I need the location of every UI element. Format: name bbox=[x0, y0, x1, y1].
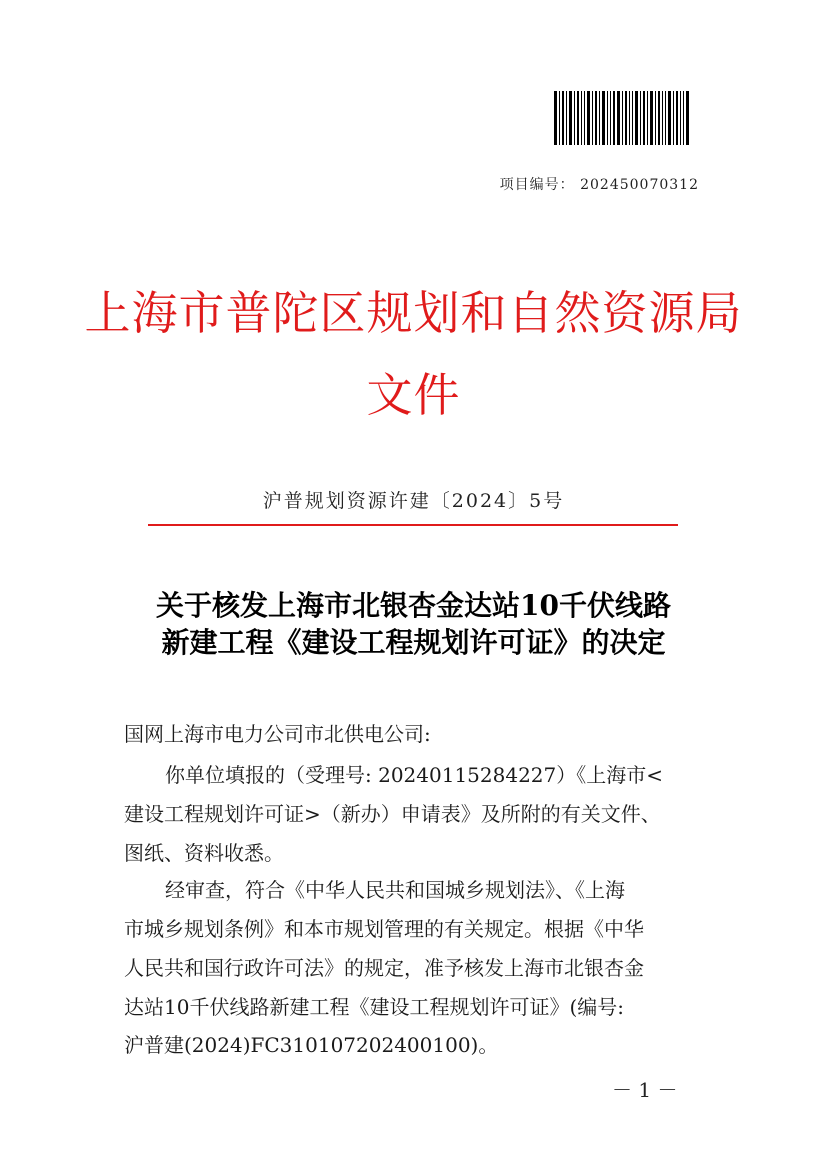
project-number-value: 202450070312 bbox=[580, 177, 699, 193]
document-number: 沪普规划资源许建〔2024〕5号 bbox=[262, 490, 565, 512]
paragraph-2-line: 人民共和国行政许可法》的规定，准予核发上海市北银杏金 bbox=[124, 956, 644, 980]
paragraph-2-line: 经审查，符合《中华人民共和国城乡规划法》、《上海 bbox=[165, 878, 625, 902]
red-divider bbox=[148, 524, 678, 526]
paragraph-2-line: 市城乡规划条例》和本市规划管理的有关规定。根据《中华 bbox=[124, 917, 644, 941]
page-number: － 1 － bbox=[612, 1078, 678, 1102]
paragraph-2-line: 达站10千伏线路新建工程《建设工程规划许可证》(编号: bbox=[124, 995, 624, 1019]
paragraph-2-line: 沪普建(2024)FC310107202400100)。 bbox=[124, 1033, 499, 1057]
document-title-line-1: 关于核发上海市北银杏金达站10千伏线路 bbox=[156, 589, 671, 622]
paragraph-1-line: 你单位填报的（受理号: 20240115284227）《上海市< bbox=[165, 763, 663, 787]
agency-doc-suffix: 文件 bbox=[366, 368, 461, 422]
project-number-label: 项目编号： bbox=[499, 177, 575, 193]
paragraph-1-line: 建设工程规划许可证>（新办）申请表》及所附的有关文件、 bbox=[124, 802, 661, 826]
addressee: 国网上海市电力公司市北供电公司: bbox=[124, 722, 431, 746]
project-number bbox=[500, 174, 699, 194]
document-title-line-2: 新建工程《建设工程规划许可证》的决定 bbox=[161, 626, 666, 659]
barcode-icon bbox=[554, 91, 689, 145]
paragraph-1-line: 图纸、资料收悉。 bbox=[124, 841, 284, 865]
agency-name: 上海市普陀区规划和自然资源局 bbox=[84, 286, 743, 340]
